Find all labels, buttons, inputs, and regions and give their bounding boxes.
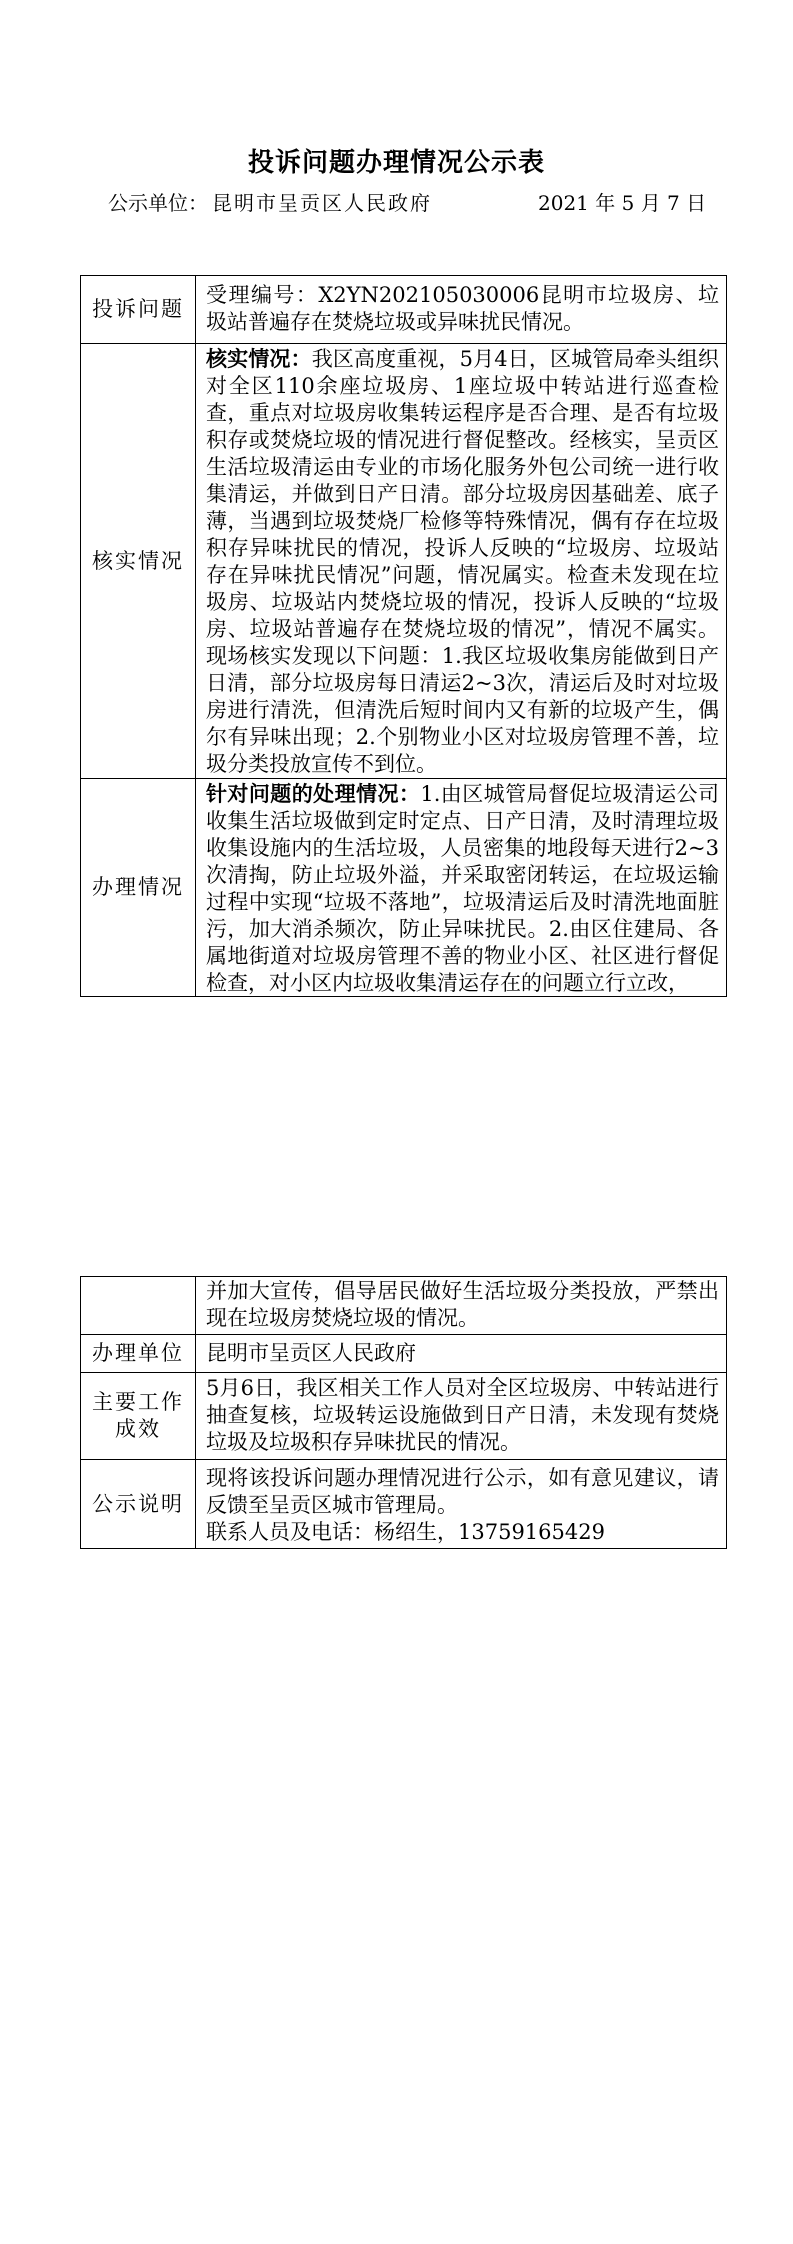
row-label-cell: [81, 1335, 196, 1373]
table-row-results: [81, 1373, 727, 1460]
row-content-cell: [196, 779, 727, 997]
handling-unit-label: 办理单位: [92, 1341, 184, 1365]
page-2: [0, 1122, 793, 2244]
notice-label: 公示说明: [92, 1491, 184, 1516]
handling-text-continued: 并加大宣传，倡导居民做好生活垃圾分类投放，严禁出现在垃圾房焚烧垃圾的情况。: [206, 1279, 719, 1330]
handling-text: 1.由区城管局督促垃圾清运公司收集生活垃圾做到定时定点、日产日清，及时清理垃圾收集设施内的生活垃圾，人员密集的地段每天进行2~3次清掏，防止垃圾外溢，并采取密闭转运，在垃圾运输过程中实现“垃圾不落地”，垃圾清运后及时清洗地面脏污，加大消杀频次，防止异味扰民。2.由区住建局、各属地街道对垃圾房管理不善的物业小区、社区进行督促检查，对小区内垃圾收集清运存在的问题立行立改，: [206, 782, 719, 995]
disclosure-table-page-1: [80, 275, 727, 997]
complaint-text: 受理编号：X2YN202105030006昆明市垃圾房、垃圾站普遍存在焚烧垃圾或异味扰民情况。: [206, 283, 719, 334]
table-row-notice: [81, 1460, 727, 1549]
row-content-cell: [196, 1277, 727, 1335]
table-row-handling: [81, 779, 727, 997]
notice-text: 现将该投诉问题办理情况进行公示，如有意见建议，请反馈至呈贡区城市管理局。: [206, 1466, 719, 1517]
table-row-verification: [81, 344, 727, 779]
row-content-cell: [196, 276, 727, 344]
row-label-cell: [81, 1460, 196, 1549]
row-content-cell: [196, 1335, 727, 1373]
disclosure-table-page-2: [80, 1276, 727, 1549]
handling-label: 办理情况: [92, 875, 184, 899]
publisher-name: 昆明市呈贡区人民政府: [212, 191, 432, 215]
verification-heading: 核实情况：: [206, 346, 312, 371]
verification-text: 我区高度重视，5月4日，区城管局牵头组织对全区110余座垃圾房、1座垃圾中转站进行巡查检查，重点对垃圾房收集转运程序是否合理、是否有垃圾积存或焚烧垃圾的情况进行督促整改。经核实，呈贡区生活垃圾清运由专业的市场化服务外包公司统一进行收集清运，并做到日产日清。部分垃圾房因基础差、底子薄，当遇到垃圾焚烧厂检修等特殊情况，偶有存在垃圾积存异味扰民的情况，投诉人反映的“垃圾房、垃圾站存在异味扰民情况”问题，情况属实。检查未发现在垃圾房、垃圾站内焚烧垃圾的情况，投诉人反映的“垃圾房、垃圾站普遍存在焚烧垃圾的情况”，情况不属实。现场核实发现以下问题：1.我区垃圾收集房能做到日产日清，部分垃圾房每日清运2~3次，清运后及时对垃圾房进行清洗，但清洗后短时间内又有新的垃圾产生，偶尔有异味出现；2.个别物业小区对垃圾房管理不善，垃圾分类投放宣传不到位。: [206, 347, 719, 776]
verification-content: [196, 344, 726, 778]
handling-heading: 针对问题的处理情况：: [206, 781, 421, 806]
table-row-complaint: [81, 276, 727, 344]
table-row-handling-continued: [81, 1277, 727, 1335]
row-content-cell: [196, 1373, 727, 1460]
document-title: 投诉问题办理情况公示表: [247, 148, 545, 178]
notice-content: [196, 1460, 726, 1548]
row-label-cell: [81, 344, 196, 779]
results-text: 5月6日，我区相关工作人员对全区垃圾房、中转站进行抽查复核，垃圾转运设施做到日产日清，未发现有焚烧垃圾及垃圾积存异味扰民的情况。: [206, 1376, 719, 1454]
publisher-label: 公示单位：: [108, 191, 208, 215]
notice-contact: 联系人员及电话：杨绍生，13759165429: [206, 1520, 605, 1544]
row-label-cell: [81, 779, 196, 997]
handling-content: [196, 779, 726, 996]
row-label-cell: [81, 1373, 196, 1460]
row-content-cell: [196, 344, 727, 779]
verification-label: 核实情况: [92, 548, 184, 573]
row-content-cell: [196, 1460, 727, 1549]
complaint-label: 投诉问题: [92, 297, 184, 321]
row-label-cell-empty: [81, 1277, 196, 1335]
results-label: 主要工作成效: [92, 1390, 184, 1441]
publish-date: 2021 年 5 月 7 日: [538, 191, 707, 215]
table-row-handling-unit: [81, 1335, 727, 1373]
handling-unit-text: 昆明市呈贡区人民政府: [206, 1341, 416, 1365]
row-label-cell: [81, 276, 196, 344]
